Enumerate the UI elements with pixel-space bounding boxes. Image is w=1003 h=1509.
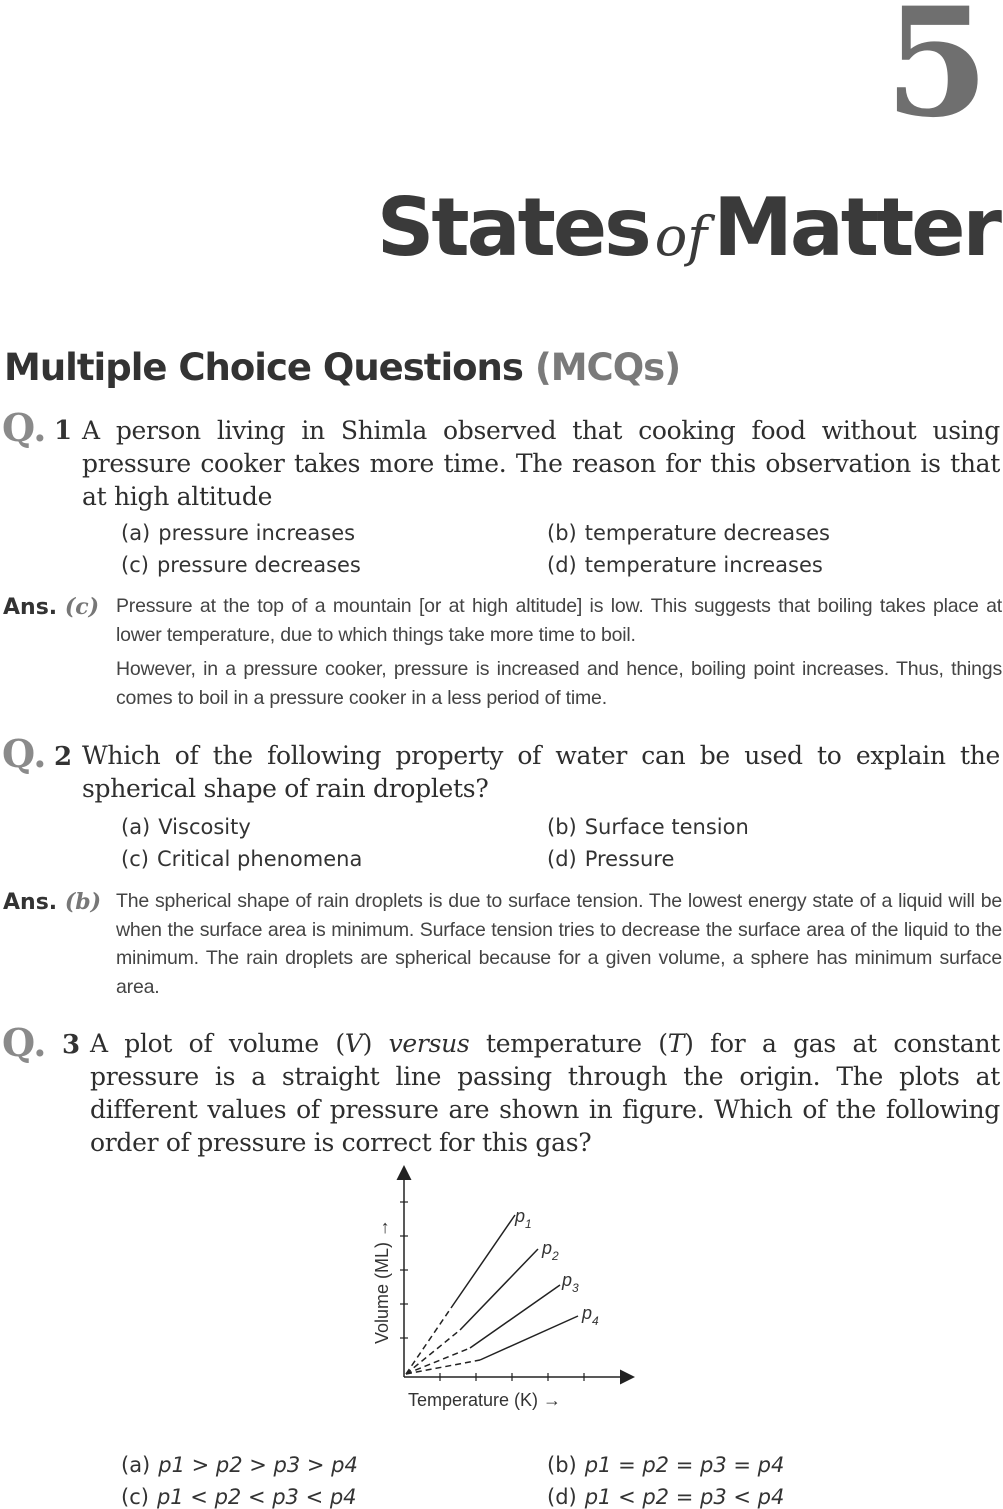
option-c bbox=[121, 849, 362, 870]
option-text: Viscosity bbox=[158, 815, 251, 839]
option-label: (b) bbox=[547, 521, 577, 545]
option-text: Pressure bbox=[584, 847, 675, 871]
question-text-var: T bbox=[667, 1029, 685, 1058]
option-d bbox=[547, 1487, 784, 1508]
line-p2-dashed bbox=[406, 1330, 460, 1374]
section-title-text: Multiple Choice Questions bbox=[4, 346, 523, 389]
option-b bbox=[547, 817, 749, 838]
line-label-p1: $p_1$ bbox=[515, 1206, 532, 1231]
answer-paragraph: The spherical shape of rain droplets is due to surface tension. The lowest energy state of a liquid will be when the surface area is minimum. Surface tension tries to decrease the surface area of the liquid to the minimum. The rain droplets are spherical because for a given volume, a sphere has minimum surface area. bbox=[116, 890, 1002, 998]
question-text: Which of the following property of water can be used to explain the spherical shape of rain droplets? bbox=[82, 741, 1000, 803]
option-text: temperature increases bbox=[584, 553, 823, 577]
option-c bbox=[121, 1487, 357, 1508]
option-text: pressure increases bbox=[158, 521, 356, 545]
option-c bbox=[121, 555, 361, 576]
question-number: 2 bbox=[54, 742, 73, 772]
option-label: (c) bbox=[121, 553, 149, 577]
answer-label bbox=[3, 889, 101, 915]
question-marker: Q. bbox=[2, 731, 47, 776]
question-text-part: ) bbox=[362, 1029, 389, 1058]
option-text: p1 > p2 > p3 > p4 bbox=[158, 1453, 358, 1477]
option-text: p1 < p2 = p3 < p4 bbox=[584, 1485, 785, 1509]
option-label: (b) bbox=[547, 815, 577, 839]
option-text: p1 = p2 = p3 = p4 bbox=[584, 1453, 785, 1477]
y-axis-label: Volume (ML) → bbox=[372, 1218, 392, 1344]
answer-paragraph: Pressure at the top of a mountain [or at high altitude] is low. This suggests that boiling takes place at lower temperature, due to which things take more time to boil. bbox=[116, 595, 1002, 646]
line-label-p4: $p_4$ bbox=[582, 1303, 599, 1328]
chapter-title-of: of bbox=[654, 205, 708, 268]
question-marker: Q. bbox=[2, 1020, 47, 1065]
question-text-versus: versus bbox=[388, 1029, 470, 1058]
question-text-var: V bbox=[344, 1029, 363, 1058]
question-marker: Q. bbox=[2, 405, 47, 450]
option-label: (a) bbox=[121, 1453, 151, 1477]
question-text-part: A plot of volume ( bbox=[90, 1029, 345, 1058]
answer-paragraph: However, in a pressure cooker, pressure is increased and hence, boiling point increases. Thus, things comes to boil in a pressure cooker in a less period of time. bbox=[116, 658, 1002, 709]
option-a bbox=[121, 1455, 358, 1476]
option-label: (d) bbox=[547, 1485, 577, 1509]
option-text: Surface tension bbox=[584, 815, 749, 839]
option-label: (a) bbox=[121, 815, 151, 839]
section-title-abbr: (MCQs) bbox=[534, 346, 681, 389]
chapter-title-part2: Matter bbox=[713, 181, 999, 274]
option-label: (a) bbox=[121, 521, 151, 545]
answer-key: (c) bbox=[64, 594, 100, 620]
option-a bbox=[121, 817, 251, 838]
option-text: Critical phenomena bbox=[156, 847, 363, 871]
option-label: (b) bbox=[547, 1453, 577, 1477]
volume-temperature-plot bbox=[360, 1160, 650, 1420]
question-text-part: ) for a gas at constant pressure is a straight line passing through the origin. The plots at different values of pressure are shown in figure. Which of the following order of pressure is correct for this gas? bbox=[90, 1029, 1000, 1157]
question-number: 1 bbox=[54, 416, 73, 446]
x-axis-label: Temperature (K) → bbox=[408, 1390, 562, 1410]
line-label-p3: $p_3$ bbox=[562, 1270, 579, 1295]
option-d bbox=[547, 849, 674, 870]
line-p3-dashed bbox=[406, 1348, 470, 1374]
chapter-title-part1: States bbox=[376, 181, 649, 274]
option-label: (c) bbox=[121, 847, 149, 871]
line-p4-dashed bbox=[406, 1360, 480, 1374]
question-number: 3 bbox=[62, 1030, 81, 1060]
question-text-part: temperature ( bbox=[469, 1029, 668, 1058]
option-d bbox=[547, 555, 823, 576]
answer-label bbox=[3, 594, 99, 620]
section-title bbox=[4, 346, 680, 389]
answer-key: (b) bbox=[64, 889, 102, 915]
chapter-number: 5 bbox=[884, 0, 989, 151]
option-a bbox=[121, 523, 355, 544]
option-b bbox=[547, 523, 830, 544]
question-text bbox=[90, 1027, 1000, 1159]
option-text: p1 < p2 < p3 < p4 bbox=[156, 1485, 357, 1509]
option-text: pressure decreases bbox=[156, 553, 361, 577]
option-label: (d) bbox=[547, 847, 577, 871]
option-label: (d) bbox=[547, 553, 577, 577]
answer-label-text: Ans. bbox=[3, 890, 58, 915]
chapter-title bbox=[376, 181, 999, 274]
line-p3 bbox=[470, 1285, 560, 1348]
line-label-p2: $p_2$ bbox=[542, 1238, 559, 1263]
line-p1 bbox=[451, 1215, 515, 1308]
option-label: (c) bbox=[121, 1485, 149, 1509]
answer-label-text: Ans. bbox=[3, 595, 58, 620]
option-text: temperature decreases bbox=[584, 521, 830, 545]
question-text: A person living in Shimla observed that cooking food without using pressure cooker takes more time. The reason for this observation is that at high altitude bbox=[82, 416, 1000, 511]
line-p4 bbox=[480, 1316, 578, 1360]
option-b bbox=[547, 1455, 784, 1476]
line-p2 bbox=[460, 1249, 538, 1330]
